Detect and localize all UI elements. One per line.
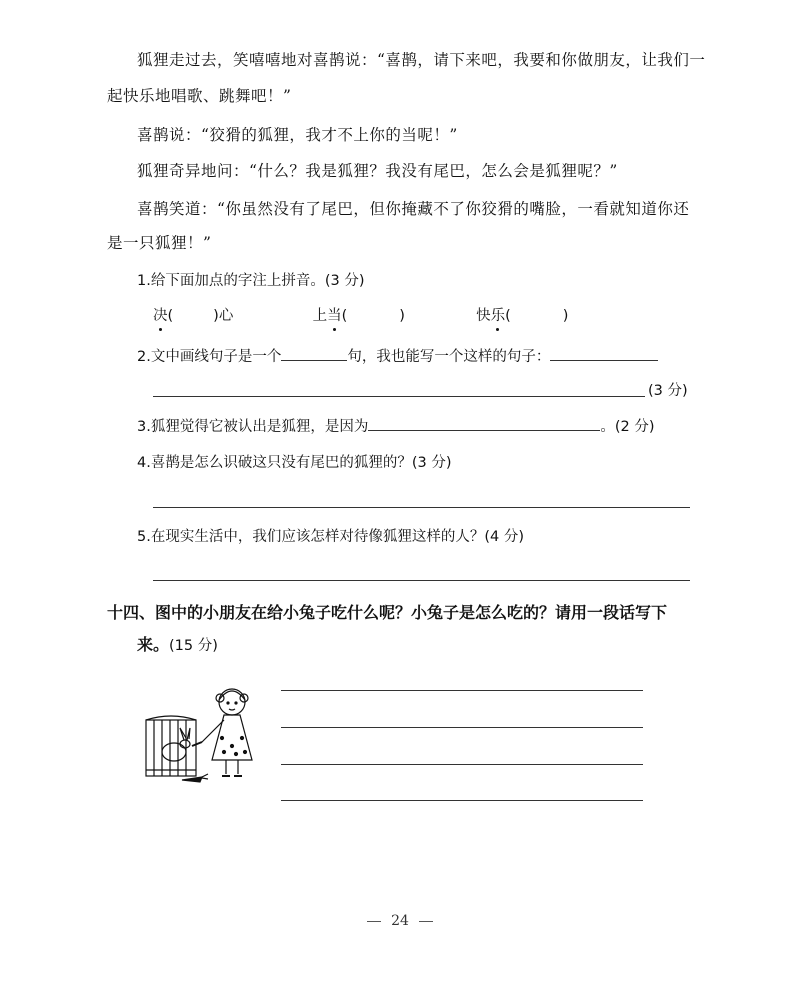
section-14-answer-line-2[interactable] — [281, 727, 643, 728]
passage-p4-line1: 喜鹊笑道：“你虽然没有了尾巴，但你掩藏不了你狡猾的嘴脸，一看就知道你还 — [137, 200, 690, 218]
q3-answer-blank[interactable] — [368, 416, 600, 431]
section-14-title-line1: 十四、图中的小朋友在给小兔子吃什么呢？小兔子是怎么吃的？请用一段话写下 — [107, 603, 668, 622]
girl-icon — [192, 689, 252, 776]
q2-example-blank[interactable] — [550, 346, 658, 361]
question-1: 1.给下面加点的字注上拼音。(3 分) — [137, 273, 365, 289]
question-4: 4.喜鹊是怎么识破这只没有尾巴的狐狸的？(3 分) — [137, 455, 452, 471]
footer-dash-left — [367, 921, 381, 922]
section-14-answer-line-3[interactable] — [281, 764, 643, 765]
q1-paren-close-2: ) — [399, 308, 405, 324]
question-3 — [137, 416, 655, 437]
rabbit-cage-icon — [146, 716, 196, 776]
q2-prompt-mid: 句，我也能写一个这样的句子： — [347, 349, 551, 365]
footer-dash-right — [419, 921, 433, 922]
q1-word-1-rest: 心 — [218, 308, 234, 324]
section-14-score: (15 分) — [169, 638, 218, 654]
passage-p3: 狐狸奇异地问：“什么？我是狐狸？我没有尾巴，怎么会是狐狸呢？” — [137, 162, 618, 180]
section-14-title-end: 来。 — [137, 635, 170, 654]
q2-prompt: 2.文中画线句子是一个 — [137, 349, 282, 365]
section-14-answer-line-4[interactable] — [281, 800, 643, 801]
passage-p4-line2: 是一只狐狸！” — [107, 234, 212, 252]
girl-feeding-rabbit-illustration — [140, 680, 270, 792]
q1-dotted-char-3: 乐 — [490, 308, 506, 324]
q1-paren-open-2: ( — [341, 308, 348, 324]
passage-p2: 喜鹊说：“狡猾的狐狸，我才不上你的当呢！” — [137, 126, 458, 144]
page-footer — [0, 913, 800, 929]
q1-word-2-pre: 上 — [312, 308, 328, 324]
question-2 — [137, 346, 658, 367]
page-number: 24 — [391, 913, 409, 929]
q1-dotted-char-2: 当 — [327, 308, 342, 324]
q3-prompt: 3.狐狸觉得它被认出是狐狸，是因为 — [137, 419, 369, 435]
q1-paren-open-3: ( — [505, 308, 511, 324]
passage-p1-line1: 狐狸走过去，笑嘻嘻地对喜鹊说：“喜鹊，请下来吧，我要和你做朋友，让我们一 — [137, 51, 706, 69]
q2-score: (3 分) — [648, 383, 688, 399]
q2-sentence-type-blank[interactable] — [281, 346, 347, 361]
section-14-answer-line-1[interactable] — [281, 690, 643, 691]
q1-words-row — [153, 306, 568, 326]
question-5: 5.在现实生活中，我们应该怎样对待像狐狸这样的人？(4 分) — [137, 529, 524, 545]
q2-answer-line[interactable] — [153, 396, 645, 397]
section-14-title-line2 — [137, 635, 218, 656]
q1-word-3-pre: 快 — [476, 308, 491, 324]
q1-paren-close-3: ) — [562, 308, 569, 324]
q3-score: 。(2 分) — [600, 419, 655, 435]
passage-p1-line2: 起快乐地唱歌、跳舞吧！” — [107, 87, 292, 105]
q1-dotted-char-1: 决 — [153, 308, 168, 324]
q5-answer-line[interactable] — [153, 580, 690, 581]
q1-paren-open-1: ( — [167, 308, 174, 324]
q1-paren-close-1: ) — [213, 308, 219, 324]
q4-answer-line[interactable] — [153, 507, 690, 508]
